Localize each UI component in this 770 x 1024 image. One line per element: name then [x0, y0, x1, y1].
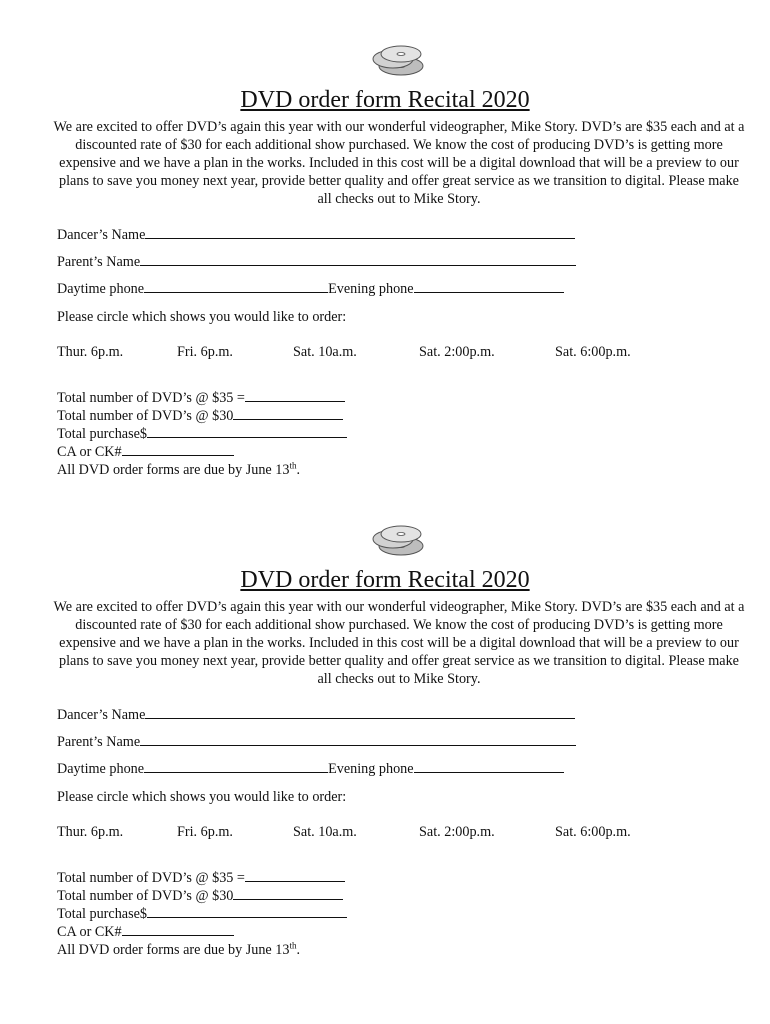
dancer-name-field[interactable] [57, 226, 575, 244]
phone-field[interactable] [57, 760, 564, 778]
due-end: . [296, 462, 301, 478]
circle-prompt: Please circle which shows you would like to order: [57, 789, 347, 805]
total-purchase-field[interactable] [57, 905, 347, 923]
show-option[interactable]: Sat. 10a.m. [293, 824, 357, 840]
dancer-name-label: Dancer’s Name [57, 227, 146, 243]
daytime-phone-label: Daytime phone [57, 281, 145, 297]
payment-field[interactable] [57, 443, 234, 461]
total-30-field[interactable] [57, 887, 343, 905]
intro-paragraph: We are excited to offer DVD’s again this year with our wonderful videographer, Mike Story. DVD’s are $35 each and at a discounted rate of $30 for each additional show purchased. We know the cost of producing DVD’s is getting more expensive and we have a plan in the works. Included in this cost will be a digital download that will be a preview to our plans to save you money next year, provide better quality and offer great service as we transition to digital. Please make all checks out to Mike Story. [53, 119, 745, 207]
total-30-line[interactable] [233, 407, 343, 420]
dvd-discs-icon [371, 44, 427, 78]
show-option[interactable]: Sat. 6:00p.m. [555, 344, 631, 360]
due-text: All DVD order forms are due by June 13 [57, 462, 290, 478]
daytime-phone-line[interactable] [144, 760, 328, 773]
payment-label: CA or CK# [57, 924, 122, 940]
dvd-discs-icon [371, 524, 427, 558]
show-option[interactable]: Sat. 6:00p.m. [555, 824, 631, 840]
due-date-note [57, 461, 300, 479]
due-suffix: th [289, 460, 297, 471]
dancer-name-line[interactable] [145, 706, 575, 719]
daytime-phone-label: Daytime phone [57, 761, 145, 777]
due-end: . [296, 942, 301, 958]
parent-name-line[interactable] [140, 253, 576, 266]
circle-prompt: Please circle which shows you would like to order: [57, 309, 347, 325]
total-30-line[interactable] [233, 887, 343, 900]
total-35-field[interactable] [57, 869, 345, 887]
payment-line[interactable] [122, 443, 234, 456]
total-35-label: Total number of DVD’s @ $35 = [57, 390, 245, 406]
order-form-2 [0, 480, 770, 960]
total-35-line[interactable] [245, 869, 345, 882]
total-purchase-label: Total purchase$ [57, 906, 148, 922]
parent-name-field[interactable] [57, 253, 576, 271]
phone-field[interactable] [57, 280, 564, 298]
dancer-name-line[interactable] [145, 226, 575, 239]
total-30-field[interactable] [57, 407, 343, 425]
evening-phone-line[interactable] [414, 280, 564, 293]
total-purchase-field[interactable] [57, 425, 347, 443]
show-option[interactable]: Sat. 2:00p.m. [419, 344, 495, 360]
total-purchase-line[interactable] [147, 905, 347, 918]
payment-label: CA or CK# [57, 444, 122, 460]
parent-name-label: Parent’s Name [57, 734, 141, 750]
total-35-field[interactable] [57, 389, 345, 407]
parent-name-line[interactable] [140, 733, 576, 746]
form-title: DVD order form Recital 2020 [240, 567, 530, 593]
parent-name-label: Parent’s Name [57, 254, 141, 270]
due-date-note [57, 941, 300, 959]
payment-line[interactable] [122, 923, 234, 936]
evening-phone-label: Evening phone [328, 761, 414, 777]
dancer-name-label: Dancer’s Name [57, 707, 146, 723]
dancer-name-field[interactable] [57, 706, 575, 724]
total-35-label: Total number of DVD’s @ $35 = [57, 870, 245, 886]
evening-phone-line[interactable] [414, 760, 564, 773]
show-option[interactable]: Sat. 2:00p.m. [419, 824, 495, 840]
show-option[interactable]: Fri. 6p.m. [177, 824, 233, 840]
parent-name-field[interactable] [57, 733, 576, 751]
total-35-line[interactable] [245, 389, 345, 402]
intro-paragraph: We are excited to offer DVD’s again this year with our wonderful videographer, Mike Story. DVD’s are $35 each and at a discounted rate of $30 for each additional show purchased. We know the cost of producing DVD’s is getting more expensive and we have a plan in the works. Included in this cost will be a digital download that will be a preview to our plans to save you money next year, provide better quality and offer great service as we transition to digital. Please make all checks out to Mike Story. [53, 599, 745, 687]
total-purchase-line[interactable] [147, 425, 347, 438]
due-text: All DVD order forms are due by June 13 [57, 942, 290, 958]
show-option[interactable]: Thur. 6p.m. [57, 344, 124, 360]
evening-phone-label: Evening phone [328, 281, 414, 297]
total-30-label: Total number of DVD’s @ $30 [57, 888, 234, 904]
daytime-phone-line[interactable] [144, 280, 328, 293]
show-option[interactable]: Fri. 6p.m. [177, 344, 233, 360]
show-option[interactable]: Sat. 10a.m. [293, 344, 357, 360]
form-title: DVD order form Recital 2020 [240, 87, 530, 113]
show-option[interactable]: Thur. 6p.m. [57, 824, 124, 840]
due-suffix: th [289, 940, 297, 951]
order-form-1 [0, 0, 770, 480]
total-30-label: Total number of DVD’s @ $30 [57, 408, 234, 424]
total-purchase-label: Total purchase$ [57, 426, 148, 442]
payment-field[interactable] [57, 923, 234, 941]
